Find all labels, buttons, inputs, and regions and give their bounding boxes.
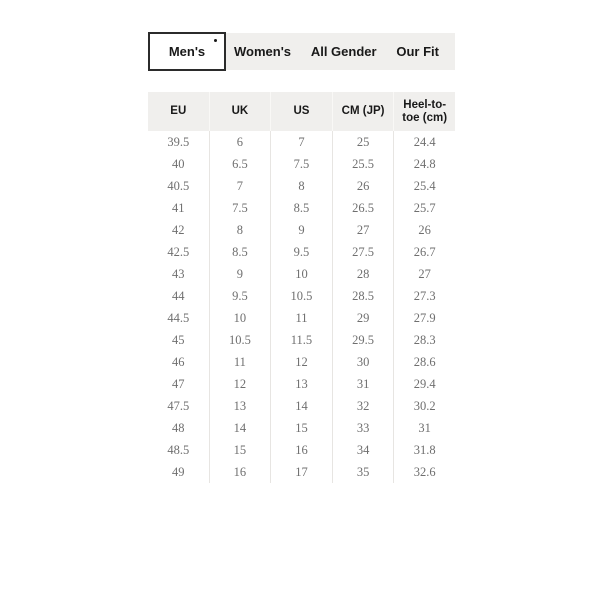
table-row xyxy=(148,131,455,153)
table-cell: 34 xyxy=(332,439,394,461)
size-table xyxy=(148,92,455,483)
table-cell: 26 xyxy=(332,175,394,197)
tab-mens[interactable] xyxy=(148,32,226,71)
table-cell: 15 xyxy=(209,439,271,461)
table-cell: 15 xyxy=(270,417,332,439)
table-cell: 31.8 xyxy=(393,439,455,461)
tab-mens-label: Men's xyxy=(168,44,206,59)
table-row xyxy=(148,351,455,373)
table-cell: 9.5 xyxy=(270,241,332,263)
size-table-header xyxy=(148,92,455,131)
table-cell: 24.4 xyxy=(393,131,455,153)
table-cell: 27 xyxy=(393,263,455,285)
table-cell: 44.5 xyxy=(167,310,190,325)
table-row xyxy=(148,241,455,263)
table-cell: 30.2 xyxy=(393,395,455,417)
table-row xyxy=(148,439,455,461)
header-eu: EU xyxy=(170,105,187,117)
table-row xyxy=(148,373,455,395)
table-cell: 26.7 xyxy=(393,241,455,263)
table-cell: 42.5 xyxy=(167,244,190,259)
table-cell: 11 xyxy=(270,307,332,329)
table-cell: 13 xyxy=(209,395,271,417)
table-cell: 10 xyxy=(270,263,332,285)
table-cell: 30 xyxy=(332,351,394,373)
table-cell: 47 xyxy=(172,376,185,391)
table-row xyxy=(148,395,455,417)
table-cell: 41 xyxy=(172,200,185,215)
tab-our-fit[interactable]: Our Fit xyxy=(396,44,439,59)
table-cell: 7 xyxy=(209,175,271,197)
table-row xyxy=(148,461,455,483)
header-uk: UK xyxy=(209,92,271,131)
table-cell: 12 xyxy=(209,373,271,395)
table-cell: 48 xyxy=(172,420,185,435)
table-cell: 11 xyxy=(209,351,271,373)
table-cell: 31 xyxy=(332,373,394,395)
table-cell: 45 xyxy=(172,332,185,347)
size-chart-tabbar xyxy=(148,33,455,70)
table-cell: 24.8 xyxy=(393,153,455,175)
table-cell: 13 xyxy=(270,373,332,395)
table-cell: 29.5 xyxy=(332,329,394,351)
header-cm-jp: CM (JP) xyxy=(332,92,394,131)
table-cell: 8.5 xyxy=(209,241,271,263)
table-row xyxy=(148,329,455,351)
table-row xyxy=(148,263,455,285)
table-cell: 10.5 xyxy=(209,329,271,351)
table-cell: 8.5 xyxy=(270,197,332,219)
table-row xyxy=(148,219,455,241)
table-cell: 25.4 xyxy=(393,175,455,197)
table-cell: 42 xyxy=(172,222,185,237)
header-heel-to-toe: Heel-to-toe (cm) xyxy=(393,92,455,131)
table-cell: 40 xyxy=(172,156,185,171)
table-cell: 6.5 xyxy=(209,153,271,175)
table-cell: 7.5 xyxy=(209,197,271,219)
header-us: US xyxy=(270,92,332,131)
table-row xyxy=(148,285,455,307)
table-cell: 14 xyxy=(209,417,271,439)
table-cell: 27.9 xyxy=(393,307,455,329)
table-cell: 16 xyxy=(270,439,332,461)
table-cell: 11.5 xyxy=(270,329,332,351)
table-cell: 25 xyxy=(332,131,394,153)
table-cell: 16 xyxy=(209,461,271,483)
tab-womens[interactable]: Women's xyxy=(234,44,292,59)
table-cell: 32.6 xyxy=(393,461,455,483)
table-cell: 9 xyxy=(270,219,332,241)
table-cell: 17 xyxy=(270,461,332,483)
table-cell: 10.5 xyxy=(270,285,332,307)
table-cell: 14 xyxy=(270,395,332,417)
table-cell: 28.3 xyxy=(393,329,455,351)
table-cell: 27.3 xyxy=(393,285,455,307)
table-cell: 26.5 xyxy=(332,197,394,219)
table-cell: 49 xyxy=(172,464,185,479)
table-cell: 9.5 xyxy=(209,285,271,307)
table-cell: 27.5 xyxy=(332,241,394,263)
table-row xyxy=(148,307,455,329)
table-cell: 46 xyxy=(172,354,185,369)
table-cell: 29 xyxy=(332,307,394,329)
table-cell: 47.5 xyxy=(167,398,190,413)
table-cell: 35 xyxy=(332,461,394,483)
table-cell: 25.7 xyxy=(393,197,455,219)
table-cell: 28.5 xyxy=(332,285,394,307)
tab-all-gender[interactable]: All Gender xyxy=(310,44,377,59)
tabbar-rest xyxy=(226,33,455,70)
table-cell: 6 xyxy=(209,131,271,153)
table-cell: 40.5 xyxy=(167,178,190,193)
table-cell: 48.5 xyxy=(167,442,190,457)
table-cell: 28.6 xyxy=(393,351,455,373)
table-row xyxy=(148,197,455,219)
table-cell: 43 xyxy=(172,266,185,281)
table-cell: 44 xyxy=(172,288,185,303)
table-cell: 33 xyxy=(332,417,394,439)
table-cell: 29.4 xyxy=(393,373,455,395)
table-cell: 28 xyxy=(332,263,394,285)
table-cell: 25.5 xyxy=(332,153,394,175)
table-cell: 9 xyxy=(209,263,271,285)
table-cell: 7 xyxy=(270,131,332,153)
table-cell: 7.5 xyxy=(270,153,332,175)
table-cell: 31 xyxy=(393,417,455,439)
table-row xyxy=(148,153,455,175)
table-row xyxy=(148,175,455,197)
table-cell: 8 xyxy=(270,175,332,197)
new-indicator-dot xyxy=(214,39,217,42)
table-cell: 39.5 xyxy=(167,134,190,149)
table-cell: 32 xyxy=(332,395,394,417)
table-cell: 27 xyxy=(332,219,394,241)
table-cell: 26 xyxy=(393,219,455,241)
table-cell: 12 xyxy=(270,351,332,373)
table-cell: 8 xyxy=(209,219,271,241)
size-table-body xyxy=(148,131,455,483)
table-row xyxy=(148,417,455,439)
table-cell: 10 xyxy=(209,307,271,329)
